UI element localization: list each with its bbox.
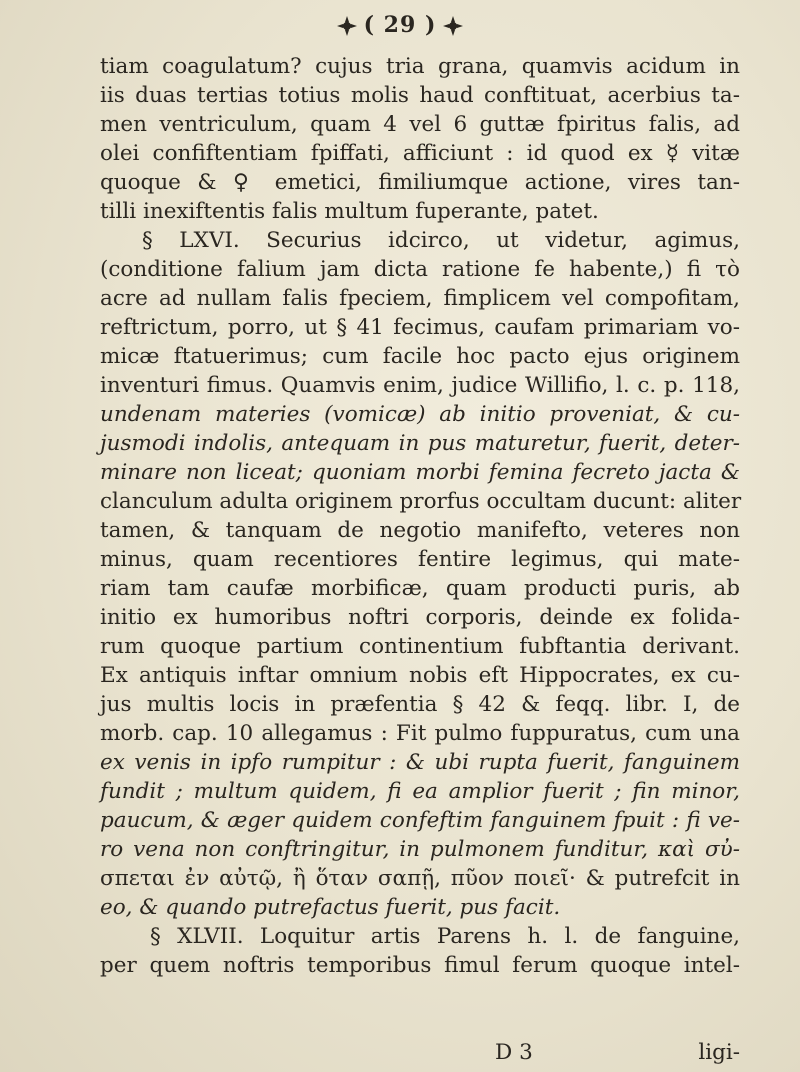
text-line: ex venis in ipfo rumpitur : & ubi rupta fuerit, fanguinem	[100, 750, 740, 775]
text-line: tamen, & tanquam de negotio manifefto, veteres non	[100, 518, 740, 543]
text-line: inventuri fimus. Quamvis enim, judice Willifio, l. c. p. 118,	[100, 373, 740, 398]
text-line: riam tam caufæ morbificæ, quam producti puris, ab	[100, 576, 740, 601]
section-heading-line: § XLVII. Loquitur artis Parens h. l. de fanguine,	[150, 924, 740, 949]
text-line: fundit ; multum quidem, fi ea amplior fuerit ; fin minor,	[100, 779, 740, 804]
text-line: paucum, & æger quidem confeftim fanguinem fpuit : fi ve-	[100, 808, 740, 833]
text-line: clanculum adulta originem prorfus occultam ducunt: aliter	[100, 489, 742, 514]
text-line: tiam coagulatum? cujus tria grana, quamvis acidum in	[100, 54, 740, 79]
text-line: initio ex humoribus noftri corporis, deinde ex folida-	[100, 605, 740, 630]
body-text	[100, 52, 740, 980]
text-line: rum quoque partium continentium fubftantia derivant.	[100, 634, 740, 659]
text-line: tilli inexiftentis falis multum fuperante, patet.	[100, 199, 599, 224]
text-line: quoque & ♀ emetici, fimiliumque actione, vires tan-	[100, 170, 740, 195]
text-line: (conditione falium jam dicta ratione fe habente,) fi τὸ	[100, 257, 740, 282]
text-line: reftrictum, porro, ut § 41 fecimus, caufam primariam vo-	[100, 315, 740, 340]
text-line: olei confiftentiam fpiffati, afficiunt : id quod ex ☿ vitæ	[100, 141, 740, 166]
fleuron-icon	[442, 15, 464, 37]
text-line: per quem noftris temporibus fimul ferum quoque intel-	[100, 953, 740, 978]
text-line: micæ ftatuerimus; cum facile hoc pacto ejus originem	[100, 344, 740, 369]
text-line: ro vena non conftringitur, in pulmonem funditur, καὶ σὐ-	[100, 837, 740, 862]
text-line: acre ad nullam falis fpeciem, fimplicem vel compofitam,	[100, 286, 740, 311]
text-line: morb. cap. 10 allegamus : Fit pulmo fuppuratus, cum una	[100, 721, 740, 746]
text-line: minus, quam recentiores fentire legimus, qui mate-	[100, 547, 740, 572]
text-line: jusmodi indolis, antequam in pus maturetur, fuerit, deter-	[100, 431, 740, 456]
text-line: Ex antiquis inftar omnium nobis eft Hippocrates, ex cu-	[100, 663, 740, 688]
text-line: minare non liceat; quoniam morbi femina fecreto jacta &	[100, 460, 740, 485]
catchword: ligi-	[698, 1040, 740, 1065]
page-header	[0, 12, 800, 38]
signature-mark: D 3	[495, 1040, 533, 1065]
page-number: ( 29 )	[363, 12, 437, 38]
text-line: eo, & quando putrefactus fuerit, pus facit.	[100, 895, 561, 920]
text-line: undenam materies (vomicæ) ab initio proveniat, & cu-	[100, 402, 740, 427]
text-line: iis duas tertias totius molis haud conftituat, acerbius ta-	[100, 83, 740, 108]
text-line: jus multis locis in præfentia § 42 & feqq. libr. I, de	[100, 692, 740, 717]
text-line: σπεται ἐν αὐτῷ, ἢ ὅταν σαπῇ, πῦον ποιεῖ· & putrefcit in	[100, 866, 740, 891]
fleuron-icon	[336, 15, 358, 37]
text-line: men ventriculum, quam 4 vel 6 guttæ fpiritus falis, ad	[100, 112, 740, 137]
section-heading-line: § LXVI. Securius idcirco, ut videtur, agimus,	[142, 228, 740, 253]
